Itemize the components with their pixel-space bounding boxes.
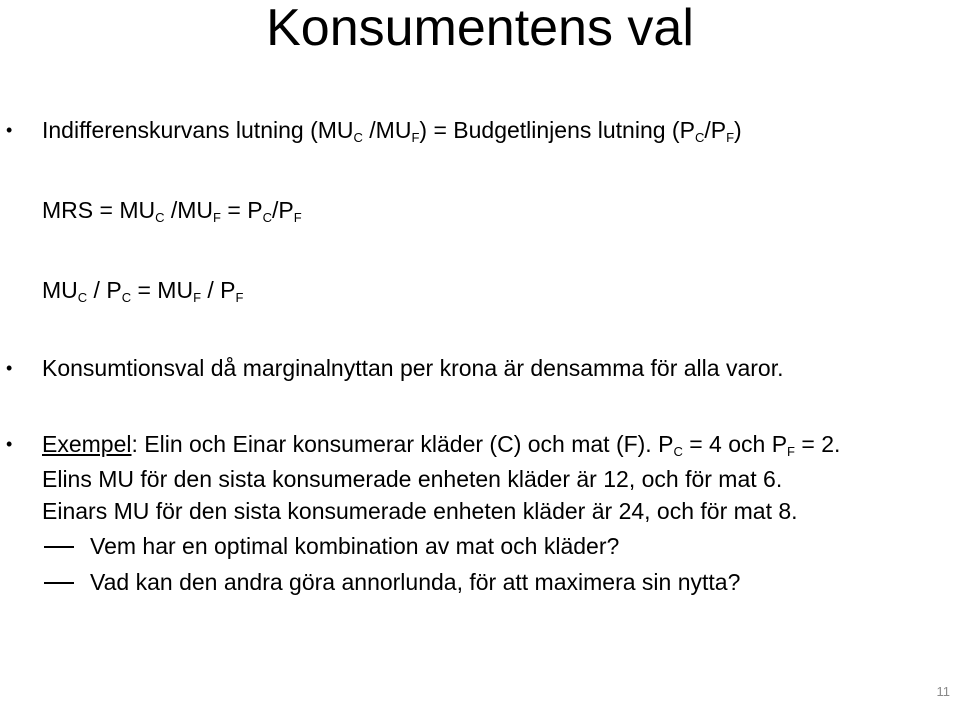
bullet-icon: • xyxy=(6,358,13,378)
mrs-equation: MRS = $MU_C$ $/MU_F = P_C/P_F$ xyxy=(42,197,302,225)
slide-title: Konsumentens val xyxy=(266,0,694,57)
example-label: Exempel xyxy=(42,431,132,457)
question-maximize-utility: Vad kan den andra göra annorlunda, för att maximera sin nytta? xyxy=(90,569,741,595)
bullet-consumption-choice: Konsumtionsval då marginalnyttan per krona är densamma för alla varor. xyxy=(42,355,784,381)
bullet-icon: • xyxy=(6,120,13,140)
question-optimal-combination: Vem har en optimal kombination av mat och kläder? xyxy=(90,533,620,559)
bullet-icon: • xyxy=(6,434,13,454)
example-einar-line: Einars MU för den sista konsumerade enheten kläder är 24, och för mat 8. xyxy=(42,498,798,524)
example-elin-line: Elins MU för den sista konsumerade enheten kläder är 12, och för mat 6. xyxy=(42,466,783,492)
page-number: 11 xyxy=(936,684,950,699)
dash-icon xyxy=(44,582,74,584)
mu-per-price-equation: $MU_C / P_C = MU_F / P_F$ xyxy=(42,277,244,305)
bullet-slope-equality: Indifferenskurvans lutning ($MU_C$ $/MU_F$) = Budgetlinjens lutning $(P_C/P_F)$ xyxy=(42,117,742,145)
bullet-example: Exempel: Elin och Einar konsumerar kläder (C) och mat (F). $P_C = 4$ och $P_F = 2$. xyxy=(42,431,841,459)
dash-icon xyxy=(44,546,74,548)
